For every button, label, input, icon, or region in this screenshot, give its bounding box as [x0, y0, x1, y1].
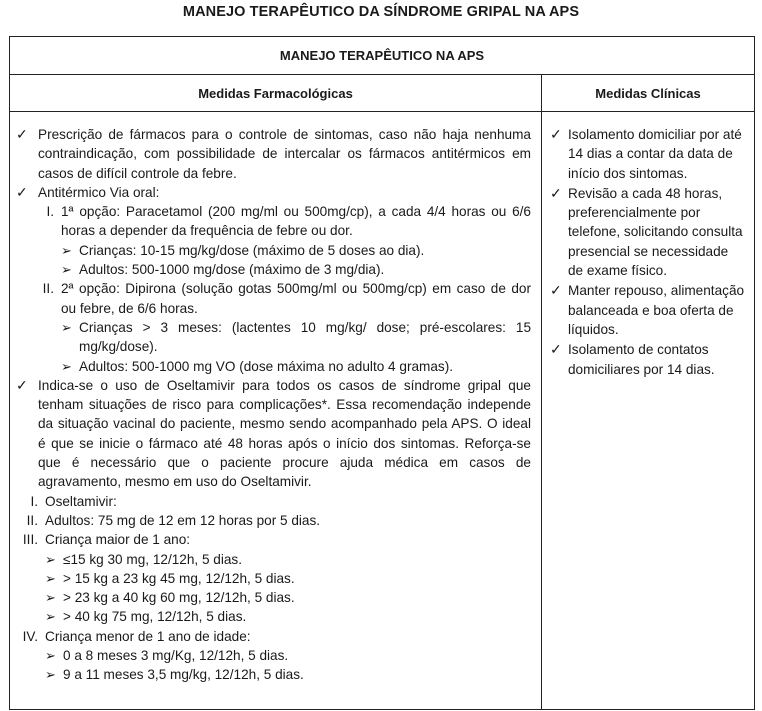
sub-item: [16, 627, 531, 685]
check-icon: ✓: [550, 126, 562, 142]
sub-item-text: 1ª opção: Paracetamol (200 mg/ml ou 500mg/cp), a cada 4/4 horas ou 6/6 horas a depender da frequência de febre ou dor.: [61, 204, 531, 239]
bullet-text: Crianças > 3 meses: (lactentes 10 mg/kg/ dose; pré-escolares: 15 mg/kg/dose).: [79, 319, 531, 355]
list-item: [16, 125, 531, 183]
list-item: [550, 340, 746, 379]
roman-numeral: I.: [30, 493, 38, 509]
list-item: [16, 376, 531, 492]
sub-item-text: Adultos: 75 mg de 12 em 12 horas por 5 dias.: [45, 512, 321, 528]
roman-numeral: II.: [26, 512, 38, 528]
clinical-measures-cell: [542, 112, 755, 710]
arrow-bullet-icon: ➢: [45, 590, 56, 606]
bullet-text: 9 a 11 meses 3,5 mg/kg, 12/12h, 5 dias.: [63, 667, 304, 683]
bullet-text: Adultos: 500-1000 mg VO (dose máxima no adulto 4 gramas).: [79, 358, 454, 374]
item-text: Isolamento domiciliar por até 14 dias a contar da data de início dos sintomas.: [568, 127, 742, 181]
bullet-text: > 15 kg a 23 kg 45 mg, 12/12h, 5 dias.: [63, 570, 295, 586]
list-item: [550, 281, 746, 339]
bullet-item: [45, 588, 531, 607]
list-item: [550, 125, 746, 183]
sub-item-text: Criança menor de 1 ano de idade:: [45, 628, 251, 644]
item-text: Revisão a cada 48 horas, preferencialmente por telefone, solicitando consulta presencial se necessidade de exame físico.: [568, 185, 743, 279]
bullet-text: Crianças: 10-15 mg/kg/dose (máximo de 5 doses ao dia).: [79, 242, 425, 258]
bullet-item: [61, 357, 531, 376]
sub-item: [16, 511, 531, 530]
bullet-text: > 40 kg 75 mg, 12/12h, 5 dias.: [63, 609, 247, 625]
arrow-bullet-icon: ➢: [45, 609, 56, 625]
bullet-item: [45, 569, 531, 588]
sub-item-text: Criança maior de 1 ano:: [45, 532, 191, 548]
bullet-item: [45, 665, 531, 684]
bullet-item: [61, 318, 531, 357]
table-header: MANEJO TERAPÊUTICO NA APS: [10, 37, 755, 75]
arrow-bullet-icon: ➢: [45, 667, 56, 683]
roman-numeral: IV.: [22, 628, 38, 644]
check-icon: ✓: [16, 376, 28, 393]
bullet-item: [45, 646, 531, 665]
bullet-item: [61, 260, 531, 279]
bullet-item: [61, 241, 531, 260]
sub-item: [38, 279, 531, 375]
page-title: MANEJO TERAPÊUTICO DA SÍNDROME GRIPAL NA APS: [182, 4, 580, 20]
column-header-clinical: Medidas Clínicas: [542, 75, 755, 112]
bullet-item: [45, 550, 531, 569]
arrow-bullet-icon: ➢: [45, 551, 56, 567]
check-icon: ✓: [550, 184, 562, 201]
check-icon: ✓: [16, 126, 28, 142]
roman-numeral: I.: [46, 204, 54, 220]
arrow-bullet-icon: ➢: [45, 570, 56, 586]
sub-item-text: Oseltamivir:: [45, 493, 117, 509]
roman-numeral: II.: [42, 281, 54, 297]
sub-item: [16, 530, 531, 626]
item-text: Antitérmico Via oral:: [38, 184, 160, 200]
sub-item: [38, 202, 531, 279]
sub-item-text: 2ª opção: Dipirona (solução gotas 500mg/ml ou 500mg/cp) em caso de dor ou febre, de 6/6 horas.: [61, 281, 531, 316]
arrow-bullet-icon: ➢: [61, 242, 72, 258]
arrow-bullet-icon: ➢: [61, 262, 72, 278]
bullet-text: 0 a 8 meses 3 mg/Kg, 12/12h, 5 dias.: [63, 648, 289, 664]
list-item: [16, 183, 531, 376]
check-icon: ✓: [550, 282, 562, 299]
arrow-bullet-icon: ➢: [45, 648, 56, 664]
check-icon: ✓: [16, 183, 28, 200]
arrow-bullet-icon: ➢: [61, 358, 72, 374]
therapeutic-table: [9, 36, 755, 710]
arrow-bullet-icon: ➢: [61, 319, 72, 335]
item-text: Prescrição de fármacos para o controle de sintomas, caso não haja nenhuma contraindicação, com possibilidade de intercalar os fármacos antitérmicos em casos de difícil controle da febre.: [38, 127, 531, 181]
item-text: Indica-se o uso de Oseltamivir para todos os casos de síndrome gripal que tenham situações de risco para complicações*. Essa recomendação independe da situação vacinal do paciente, mesmo sendo acompanhado pela APS. O ideal é que se inicie o fármaco até 48 horas após o início dos sintomas. Reforça-se que é necessário que o paciente procure ajuda médica em casos de agravamento, mesmo em uso do Oseltamivir.: [38, 377, 531, 490]
pharmacological-measures-cell: [10, 112, 542, 710]
sub-item: [16, 492, 531, 511]
bullet-item: [45, 607, 531, 626]
item-text: Isolamento de contatos domiciliares por 14 dias.: [568, 342, 715, 377]
check-icon: ✓: [550, 341, 562, 358]
item-text: Manter repouso, alimentação balanceada e boa oferta de líquidos.: [568, 283, 745, 337]
list-item: [550, 184, 746, 280]
column-header-pharmacological: Medidas Farmacológicas: [10, 75, 542, 112]
bullet-text: > 23 kg a 40 kg 60 mg, 12/12h, 5 dias.: [63, 590, 295, 606]
bullet-text: Adultos: 500-1000 mg/dose (máximo de 3 mg/dia).: [79, 262, 385, 278]
roman-numeral: III.: [22, 532, 38, 548]
bullet-text: ≤15 kg 30 mg, 12/12h, 5 dias.: [63, 551, 243, 567]
